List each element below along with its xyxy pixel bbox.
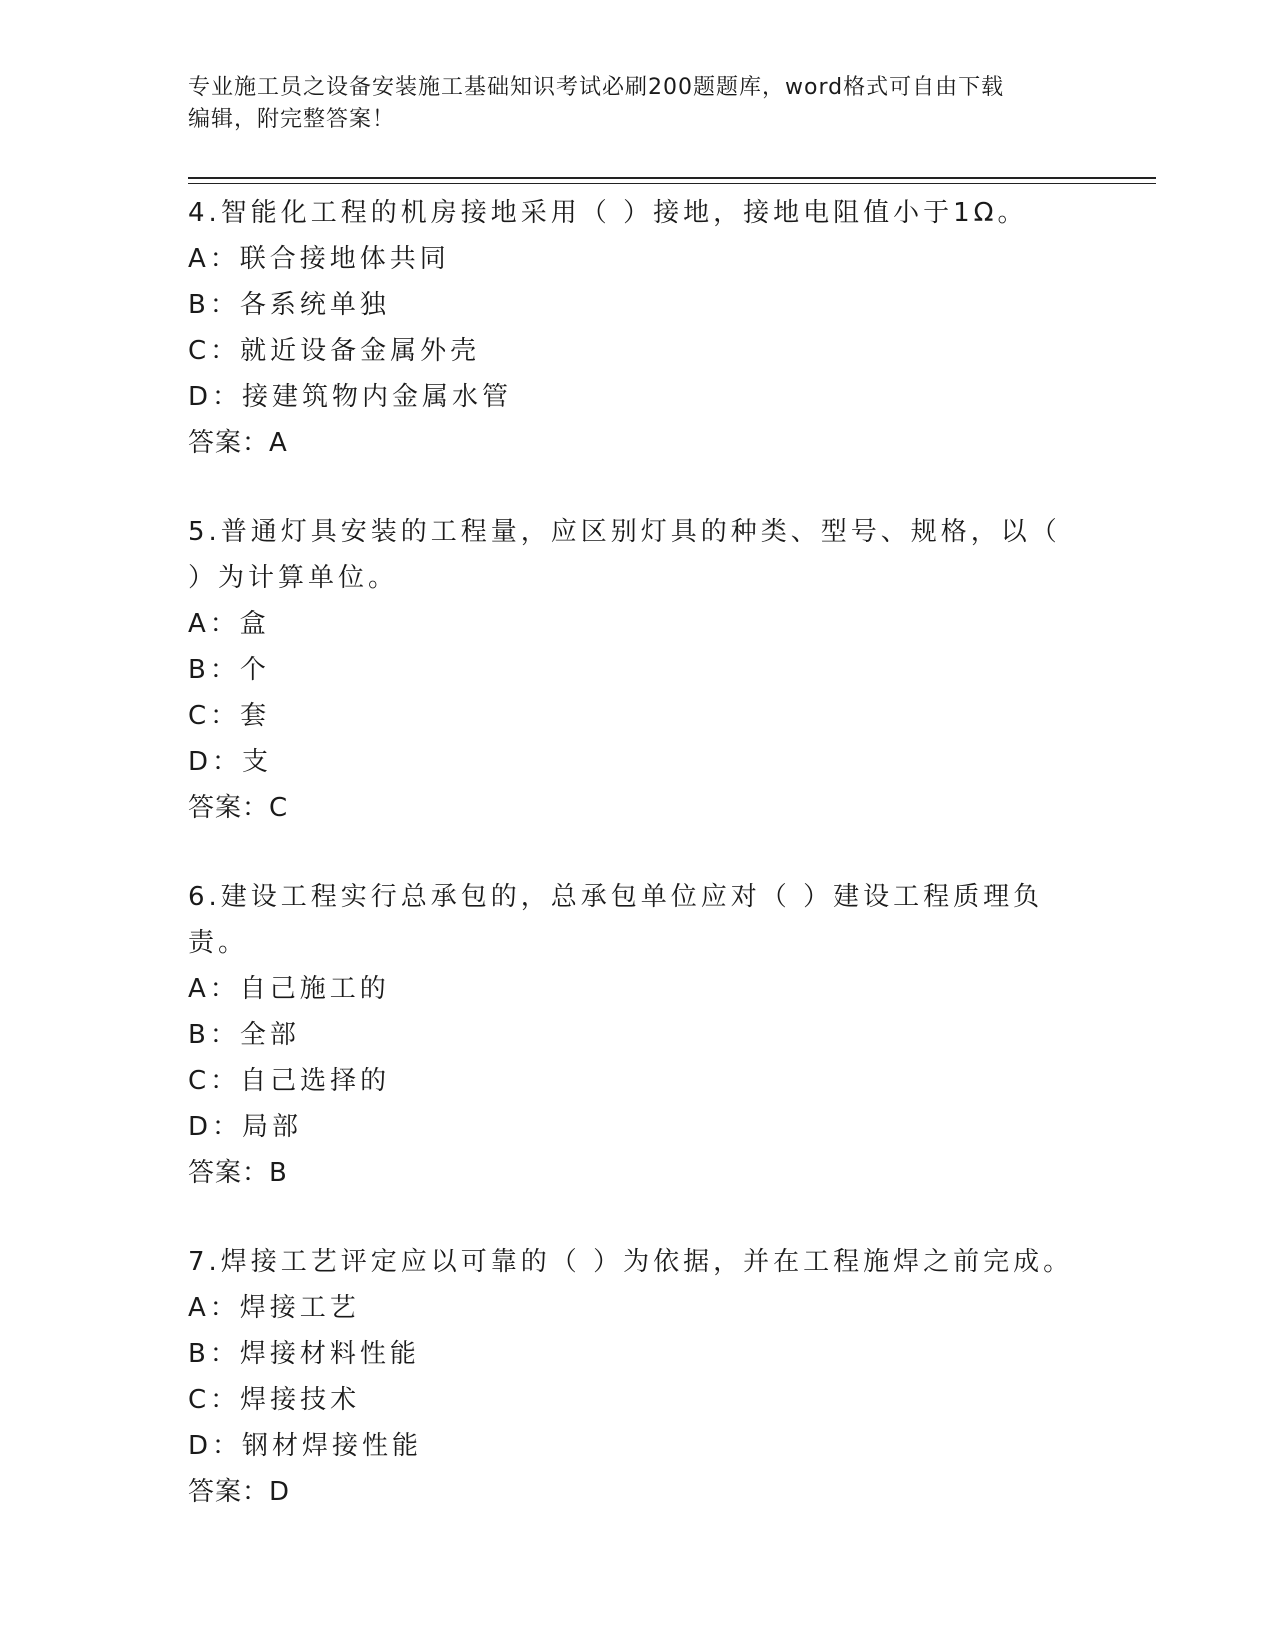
option-c: C：就近设备金属外壳	[188, 336, 481, 366]
answer-line: 答案：D	[188, 1477, 291, 1507]
question-4	[188, 190, 1088, 466]
answer-line: 答案：C	[188, 793, 289, 823]
option-d: D：局部	[188, 1112, 303, 1142]
option-b: B：焊接材料性能	[188, 1339, 420, 1369]
question-stem: 5.普通灯具安装的工程量，应区别灯具的种类、型号、规格，以（ ）为计算单位。	[188, 517, 1074, 593]
question-stem: 6.建设工程实行总承包的，总承包单位应对（ ）建设工程质理负责。	[188, 882, 1044, 958]
option-b: B：个	[188, 655, 270, 685]
option-a: A：盒	[188, 609, 270, 639]
question-stem: 7.焊接工艺评定应以可靠的（ ）为依据，并在工程施焊之前完成。	[188, 1247, 1074, 1277]
header-line-2: 编辑，附完整答案！	[188, 107, 396, 132]
document-header	[188, 72, 1088, 136]
header-divider-thick	[188, 177, 1156, 179]
option-b: B：全部	[188, 1020, 300, 1050]
option-c: C：焊接技术	[188, 1385, 361, 1415]
option-d: D：钢材焊接性能	[188, 1431, 423, 1461]
header-divider-thin	[188, 183, 1156, 184]
option-b: B：各系统单独	[188, 290, 390, 320]
question-list	[188, 190, 1088, 1515]
question-5	[188, 509, 1088, 831]
question-7	[188, 1239, 1088, 1515]
option-a: A：焊接工艺	[188, 1293, 360, 1323]
answer-line: 答案：B	[188, 1158, 288, 1188]
question-stem: 4.智能化工程的机房接地采用（ ）接地，接地电阻值小于1Ω。	[188, 198, 1028, 228]
option-c: C：套	[188, 701, 271, 731]
option-a: A：联合接地体共同	[188, 244, 450, 274]
option-c: C：自己选择的	[188, 1066, 391, 1096]
question-6	[188, 874, 1088, 1196]
option-d: D：支	[188, 747, 273, 777]
option-d: D：接建筑物内金属水管	[188, 382, 513, 412]
option-a: A：自己施工的	[188, 974, 390, 1004]
answer-line: 答案：A	[188, 428, 288, 458]
header-line-1: 专业施工员之设备安装施工基础知识考试必刷200题题库，word格式可自由下载	[188, 75, 1005, 100]
